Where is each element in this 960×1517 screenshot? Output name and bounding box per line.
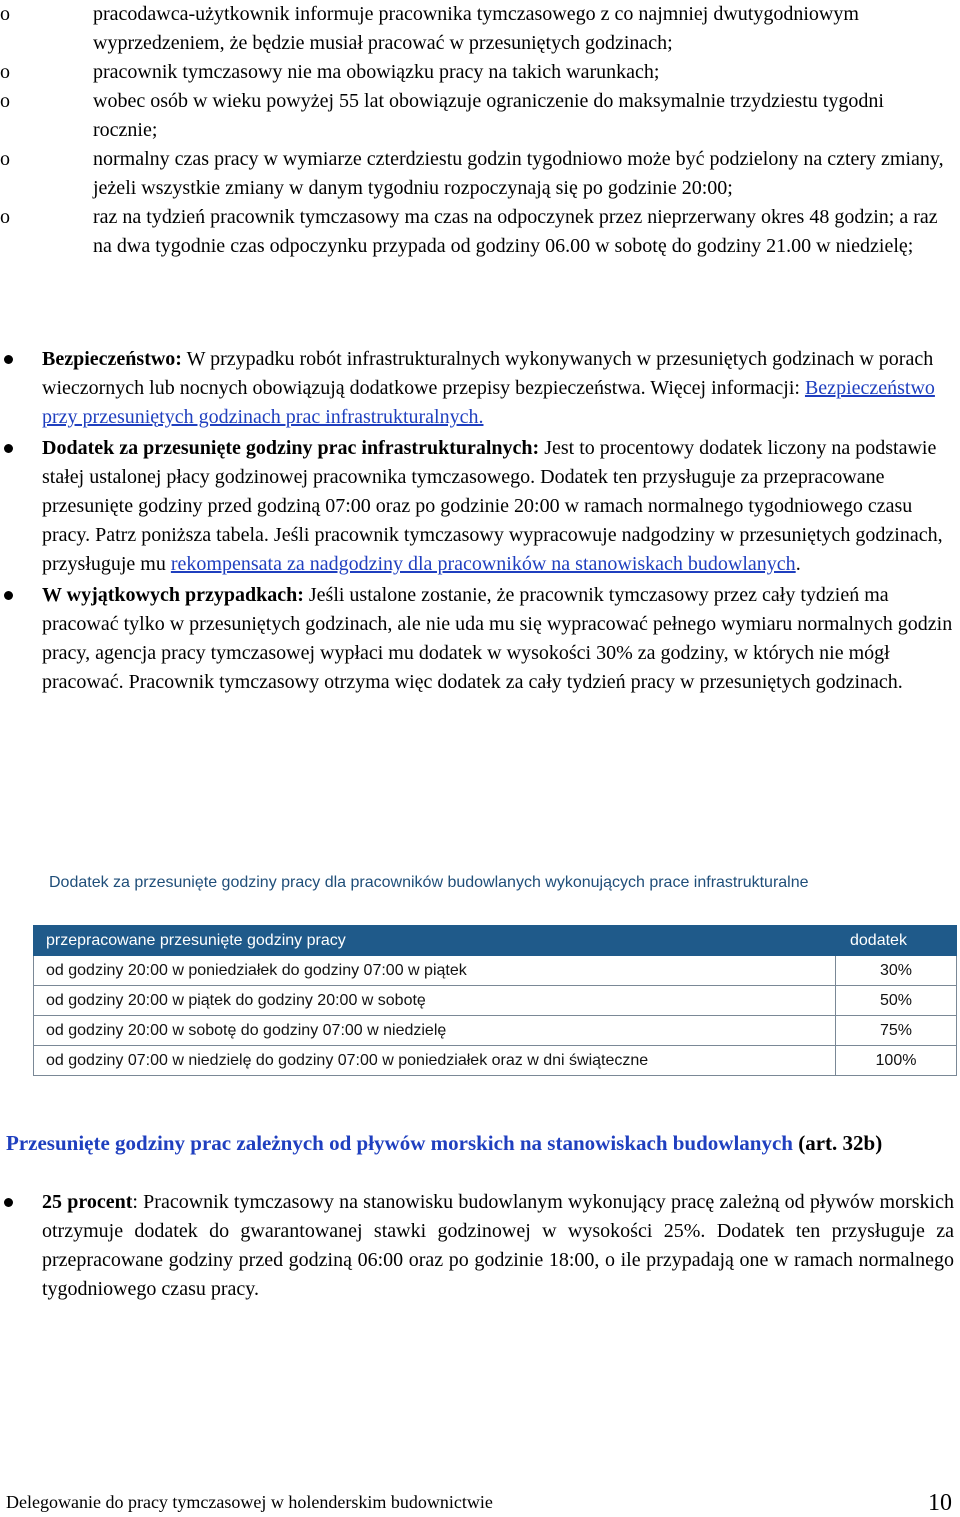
item-body: : Pracownik tymczasowy na stanowisku budowlanym wykonujący pracę zależną od pływów morskich otrzymuje dodatek do gwarantowanej stawki godzinowej w wysokości 25%. Dodatek ten przysługuje za przepracowane godziny przed godziną 06:00 oraz po godzinie 18:00, o ile przypadają one w ramach normalnego tygodniowego czasu pracy. (42, 1191, 954, 1300)
bullet-icon (4, 444, 13, 453)
list-item-text (42, 345, 954, 432)
list-marker: o (0, 3, 10, 25)
allowance-table (33, 925, 957, 1076)
list-item-text: pracownik tymczasowy nie ma obowiązku pracy na takich warunkach; (93, 61, 660, 83)
list-item (0, 0, 960, 58)
list-marker: o (0, 148, 10, 170)
table-cell: od godziny 20:00 w piątek do godziny 20:00 w sobotę (34, 986, 836, 1016)
table-cell: 30% (836, 956, 957, 986)
main-list (0, 345, 960, 699)
list-item (0, 58, 960, 87)
section-heading-text: Przesunięte godziny prac zależnych od pływów morskich na stanowiskach budowlanych (6, 1131, 793, 1155)
list-item-safety (0, 345, 960, 432)
list-item (0, 203, 960, 261)
list-marker: o (0, 61, 10, 83)
item-heading: 25 procent (42, 1191, 133, 1213)
item-body: Jeśli ustalone zostanie, że pracownik tymczasowy przez cały tydzień ma pracować tylko w przesuniętych godzinach, ale nie uda mu się wypracować pełnego wymiaru normalnych godzin pracy, agencja pracy tymczasowej wypłaci mu dodatek w wysokości 30% za godziny, w których nie mógł pracować. Pracownik tymczasowy otrzyma więc dodatek za cały tydzień pracy w przesuniętych godzinach. (42, 584, 953, 693)
table-row (34, 986, 957, 1016)
tide-list (0, 1188, 960, 1306)
table-row (34, 1046, 957, 1076)
column-header-allowance: dodatek (836, 926, 957, 956)
bullet-icon (4, 1198, 13, 1207)
bullet-icon (4, 591, 13, 600)
list-item-text: normalny czas pracy w wymiarze czterdziestu godzin tygodniowo może być podzielony na cztery zmiany, jeżeli wszystkie zmiany w danym tygodniu rozpoczynają się po godzinie 20:00; (93, 148, 944, 199)
bullet-icon (4, 355, 13, 364)
item-body-end: . (795, 553, 801, 575)
list-item-text: raz na tydzień pracownik tymczasowy ma czas na odpoczynek przez nieprzerwany okres 48 godzin; a raz na dwa tygodnie czas odpoczynku przypada od godziny 06.00 w sobotę do godziny 21.00 w niedzielę; (93, 206, 938, 257)
list-item (0, 87, 960, 145)
list-item-text (42, 581, 954, 697)
list-marker: o (0, 206, 10, 228)
page-number: 10 (928, 1490, 952, 1516)
list-item-text (42, 1188, 954, 1304)
table-caption: Dodatek za przesunięte godziny pracy dla pracowników budowlanych wykonujących prace infrastrukturalne (49, 874, 809, 891)
table-cell: od godziny 07:00 w niedzielę do godziny 07:00 w poniedziałek oraz w dni świąteczne (34, 1046, 836, 1076)
list-item-text: pracodawca-użytkownik informuje pracownika tymczasowego z co najmniej dwutygodniowym wyprzedzeniem, że będzie musiał pracować w przesuniętych godzinach; (93, 3, 859, 54)
footer-title: Delegowanie do pracy tymczasowej w holenderskim budownictwie (6, 1492, 493, 1512)
table-header-row (34, 926, 957, 956)
column-header-hours: przepracowane przesunięte godziny pracy (34, 926, 836, 956)
overtime-link[interactable]: rekompensata za nadgodziny dla pracowników na stanowiskach budowlanych (170, 553, 796, 575)
item-heading: Bezpieczeństwo: (42, 348, 182, 370)
section-heading-article: (art. 32b) (798, 1131, 883, 1155)
safety-link[interactable]: Bezpieczeństwo przy przesuniętych godzinach prac infrastrukturalnych. (42, 377, 935, 428)
item-heading: W wyjątkowych przypadkach: (42, 584, 304, 606)
list-item (0, 145, 960, 203)
list-item-tide (0, 1188, 960, 1304)
sub-list (0, 0, 960, 261)
list-item-text: wobec osób w wieku powyżej 55 lat obowiązuje ograniczenie do maksymalnie trzydziestu tygodni rocznie; (93, 90, 884, 141)
table-cell: 100% (836, 1046, 957, 1076)
list-item-exceptional (0, 581, 960, 697)
item-heading: Dodatek za przesunięte godziny prac infrastrukturalnych: (42, 437, 540, 459)
table-cell: 75% (836, 1016, 957, 1046)
table-cell: od godziny 20:00 w sobotę do godziny 07:00 w niedzielę (34, 1016, 836, 1046)
item-body: W przypadku robót infrastrukturalnych wykonywanych w przesuniętych godzinach w porach wieczornych lub nocnych obowiązują dodatkowe przepisy bezpieczeństwa. Więcej informacji: (42, 348, 934, 399)
table-cell: od godziny 20:00 w poniedziałek do godziny 07:00 w piątek (34, 956, 836, 986)
list-marker: o (0, 90, 10, 112)
item-body: Jest to procentowy dodatek liczony na podstawie stałej ustalonej płacy godzinowej pracownika tymczasowego. Dodatek ten przysługuje za przepracowane przesunięte godziny przed godziną 07:00 oraz po godzinie 20:00 w ramach normalnego tygodniowego czasu pracy. Patrz poniższa tabela. Jeśli pracownik tymczasowy wypracowuje nadgodziny w przesuniętych godzinach, przysługuje mu (42, 437, 943, 575)
list-item-allowance (0, 434, 960, 579)
table-row (34, 1016, 957, 1046)
list-item-text (42, 434, 954, 579)
section-heading (6, 1129, 956, 1157)
table-row (34, 956, 957, 986)
table-cell: 50% (836, 986, 957, 1016)
